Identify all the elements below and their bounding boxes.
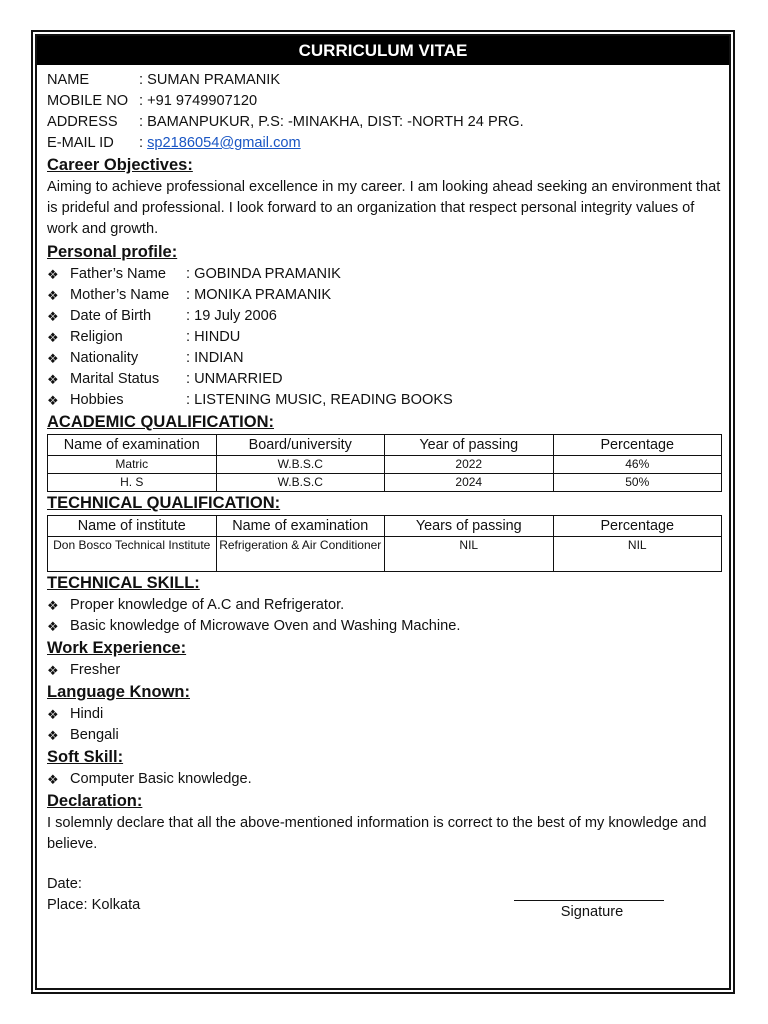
diamond-bullet-icon: ❖ xyxy=(47,663,59,678)
list-item: ❖ Hobbies : LISTENING MUSIC, READING BOOKS xyxy=(47,390,723,411)
diamond-bullet-icon: ❖ xyxy=(47,728,59,743)
diamond-bullet-icon: ❖ xyxy=(47,598,59,613)
technical-skill-heading: TECHNICAL SKILL: xyxy=(47,574,200,592)
table-cell: NIL xyxy=(553,537,722,572)
email-link[interactable]: sp2186054@gmail.com xyxy=(147,135,301,151)
table-cell: Matric xyxy=(48,456,217,474)
signature-line xyxy=(514,900,664,901)
table-cell: NIL xyxy=(385,537,554,572)
table-cell: W.B.S.C xyxy=(216,474,385,492)
diamond-bullet-icon: ❖ xyxy=(47,267,59,282)
column-header: Name of examination xyxy=(48,435,217,456)
place-label: Place: Kolkata xyxy=(47,897,141,913)
list-item: ❖ Date of Birth : 19 July 2006 xyxy=(47,306,723,327)
diamond-bullet-icon: ❖ xyxy=(47,619,59,634)
contact-address-row xyxy=(47,112,723,133)
diamond-bullet-icon: ❖ xyxy=(47,393,59,408)
diamond-bullet-icon: ❖ xyxy=(47,372,59,387)
list-item: ❖ Religion : HINDU xyxy=(47,327,723,348)
contact-mobile-row xyxy=(47,91,723,112)
list-item: ❖ Bengali xyxy=(47,725,723,746)
column-header: Percentage xyxy=(553,516,722,537)
table-cell: Don Bosco Technical Institute xyxy=(48,537,217,572)
table-row xyxy=(48,474,722,492)
declaration-heading: Declaration: xyxy=(47,792,143,810)
diamond-bullet-icon: ❖ xyxy=(47,351,59,366)
list-item: ❖ Nationality : INDIAN xyxy=(47,348,723,369)
column-header: Name of examination xyxy=(216,516,385,537)
column-header: Years of passing xyxy=(385,516,554,537)
list-item: ❖ Fresher xyxy=(47,660,723,681)
career-objectives-heading: Career Objectives: xyxy=(47,156,193,174)
contact-value: : +91 9749907120 xyxy=(139,93,258,109)
personal-profile-list xyxy=(47,264,723,411)
column-header: Year of passing xyxy=(385,435,554,456)
work-experience-heading: Work Experience: xyxy=(47,639,187,657)
declaration-text: I solemnly declare that all the above-mentioned information is correct to the best of my knowledge and believe. xyxy=(47,815,707,852)
page-title: CURRICULUM VITAE xyxy=(37,36,729,65)
table-cell: 46% xyxy=(553,456,722,474)
email-prefix: : xyxy=(139,135,148,151)
diamond-bullet-icon: ❖ xyxy=(47,707,59,722)
column-header: Name of institute xyxy=(48,516,217,537)
column-header: Board/university xyxy=(216,435,385,456)
academic-table xyxy=(47,434,722,492)
contact-value: : BAMANPUKUR, P.S: -MINAKHA, DIST: -NORTH 24 PRG. xyxy=(139,114,524,130)
contact-label: E-MAIL ID xyxy=(47,135,114,151)
table-cell: 50% xyxy=(553,474,722,492)
academic-qualification-heading: ACADEMIC QUALIFICATION: xyxy=(47,413,275,431)
list-item: ❖ Father’s Name : GOBINDA PRAMANIK xyxy=(47,264,723,285)
technical-qualification-heading: TECHNICAL QUALIFICATION: xyxy=(47,494,281,512)
language-known-heading: Language Known: xyxy=(47,683,190,701)
cv-content xyxy=(47,70,723,916)
signature-label: Signature xyxy=(560,904,624,920)
list-item: ❖ Proper knowledge of A.C and Refrigerator. xyxy=(47,595,723,616)
list-item: ❖ Marital Status : UNMARRIED xyxy=(47,369,723,390)
diamond-bullet-icon: ❖ xyxy=(47,309,59,324)
contact-email-row xyxy=(47,133,723,154)
contact-label: NAME xyxy=(47,72,90,88)
date-label: Date: xyxy=(47,876,82,892)
soft-skill-heading: Soft Skill: xyxy=(47,748,124,766)
list-item: ❖ Mother’s Name : MONIKA PRAMANIK xyxy=(47,285,723,306)
table-cell: W.B.S.C xyxy=(216,456,385,474)
column-header: Percentage xyxy=(553,435,722,456)
table-cell: 2022 xyxy=(385,456,554,474)
contact-label: ADDRESS xyxy=(47,114,118,130)
contact-label: MOBILE NO xyxy=(47,93,129,109)
diamond-bullet-icon: ❖ xyxy=(47,772,59,787)
list-item: ❖ Basic knowledge of Microwave Oven and Washing Machine. xyxy=(47,616,723,637)
technical-qualification-table xyxy=(47,515,722,572)
list-item: ❖ Computer Basic knowledge. xyxy=(47,769,723,790)
table-header-row xyxy=(48,435,722,456)
table-header-row xyxy=(48,516,722,537)
table-cell: 2024 xyxy=(385,474,554,492)
table-row xyxy=(48,537,722,572)
diamond-bullet-icon: ❖ xyxy=(47,288,59,303)
career-objectives-text: Aiming to achieve professional excellence in my career. I am looking ahead seeking an environment that is prideful and professional. I look forward to an organization that respect personal integrity values of work and growth. xyxy=(47,179,721,237)
list-item: ❖ Hindi xyxy=(47,704,723,725)
contact-name-row xyxy=(47,70,723,91)
table-row xyxy=(48,456,722,474)
table-cell: Refrigeration & Air Conditioner xyxy=(216,537,385,572)
personal-profile-heading: Personal profile: xyxy=(47,243,178,261)
contact-value: : SUMAN PRAMANIK xyxy=(139,72,281,88)
diamond-bullet-icon: ❖ xyxy=(47,330,59,345)
table-cell: H. S xyxy=(48,474,217,492)
